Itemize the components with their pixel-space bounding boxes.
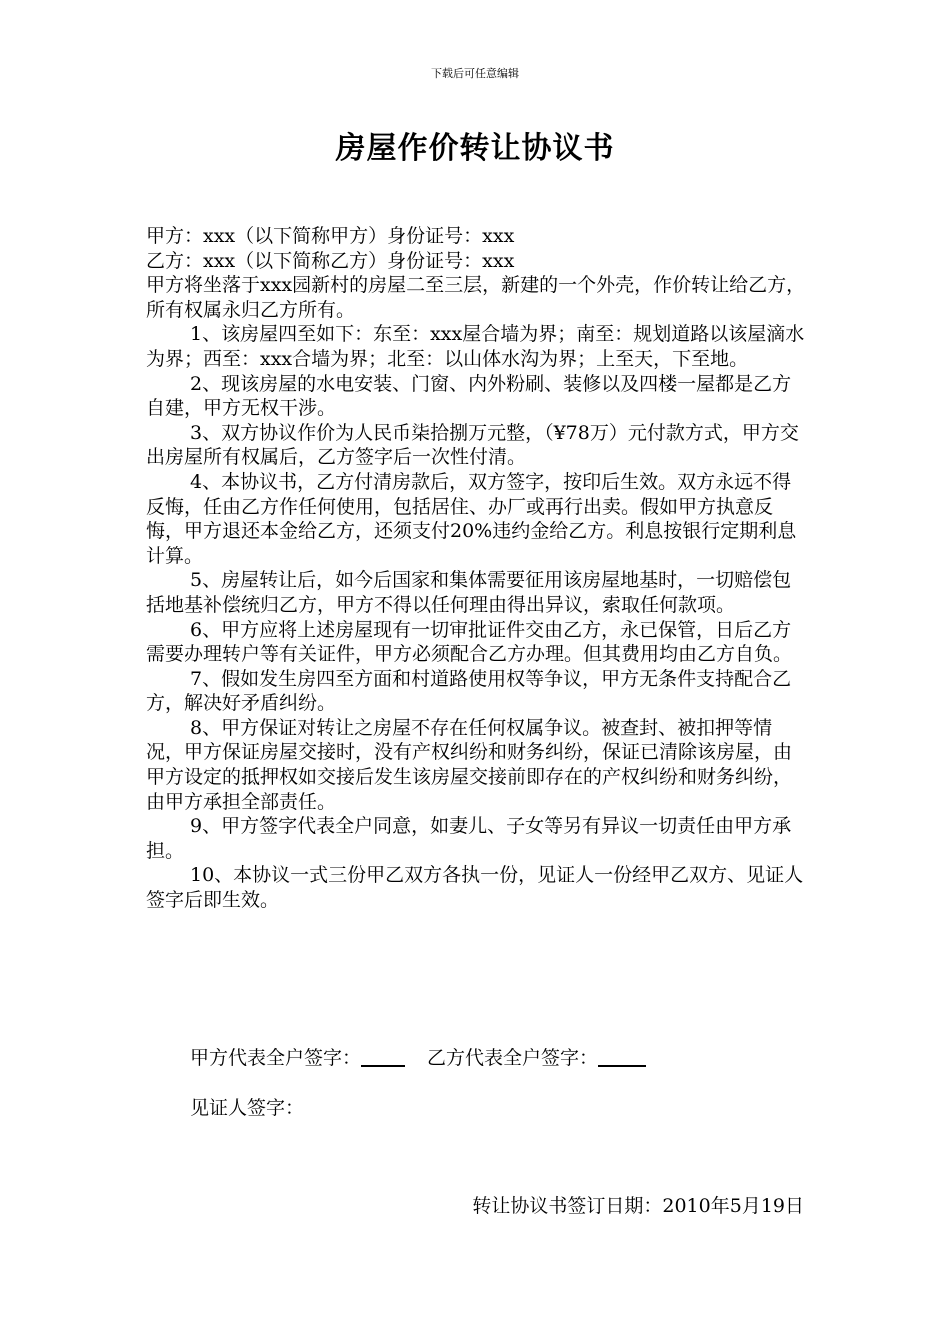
signing-date: 转让协议书签订日期：2010年5月19日 xyxy=(472,1195,804,1217)
signature-row xyxy=(190,1045,646,1071)
clause-9: 9、甲方签字代表全户同意，如妻儿、子女等另有异议一切责任由甲方承担。 xyxy=(146,815,792,862)
party-a-signature-label: 甲方代表全户签字： xyxy=(190,1047,362,1069)
document-title: 房屋作价转让协议书 xyxy=(335,131,615,166)
party-b-signature-line xyxy=(598,1045,646,1067)
clause-2: 2、现该房屋的水电安装、门窗、内外粉刷、装修以及四楼一屋都是乙方自建，甲方无权干涉。 xyxy=(146,372,792,420)
clause-5: 5、房屋转让后，如今后国家和集体需要征用该房屋地基时，一切赔偿包括地基补偿统归乙方，甲方不得以任何理由得出异议，索取任何款项。 xyxy=(146,569,792,616)
clause-1: 1、该房屋四至如下：东至：xxx屋合墙为界；南至：规划道路以该屋滴水为界；西至：xxx合墙为界；北至：以山体水沟为界；上至天，下至地。 xyxy=(146,323,805,370)
clause-4: 4、本协议书，乙方付清房款后，双方签字，按印后生效。双方永远不得反悔，任由乙方作任何使用，包括居住、办厂或再行出卖。假如甲方执意反悔，甲方退还本金给乙方，还须支付20%违约金给乙方。利息按银行定期利息计算。 xyxy=(146,470,797,567)
clause-7: 7、假如发生房四至方面和村道路使用权等争议，甲方无条件支持配合乙方，解决好矛盾纠纷。 xyxy=(146,667,792,715)
party-a-line: 甲方：xxx（以下简称甲方）身份证号：xxx xyxy=(146,225,515,247)
agreement-body xyxy=(146,224,810,913)
clause-6: 6、甲方应将上述房屋现有一切审批证件交由乙方，永已保管，日后乙方需要办理转户等有关证件，甲方必须配合乙方办理。但其费用均由乙方自负。 xyxy=(146,618,793,666)
header-note: 下载后可任意编辑 xyxy=(431,67,519,80)
witness-signature-label: 见证人签字： xyxy=(190,1097,305,1119)
clause-3: 3、双方协议作价为人民币柒拾捌万元整，（¥78万）元付款方式，甲方交出房屋所有权属后，乙方签字后一次性付清。 xyxy=(146,421,799,469)
clause-8: 8、甲方保证对转让之房屋不存在任何权属争议。被查封、被扣押等情况，甲方保证房屋交接时，没有产权纠纷和财务纠纷，保证已清除该房屋，由甲方设定的抵押权如交接后发生该房屋交接前即存在的产权纠纷和财务纠纷，由甲方承担全部责任。 xyxy=(146,716,793,813)
clause-10: 10、本协议一式三份甲乙双方各执一份，见证人一份经甲乙双方、见证人签字后即生效。 xyxy=(146,864,804,912)
intro-paragraph: 甲方将坐落于xxx园新村的房屋二至三层，新建的一个外壳，作价转让给乙方，所有权属永归乙方所有。 xyxy=(146,274,806,321)
party-a-signature-line xyxy=(361,1045,405,1067)
party-b-line: 乙方：xxx（以下简称乙方）身份证号：xxx xyxy=(146,249,515,272)
party-b-signature-label: 乙方代表全户签字： xyxy=(427,1047,599,1069)
